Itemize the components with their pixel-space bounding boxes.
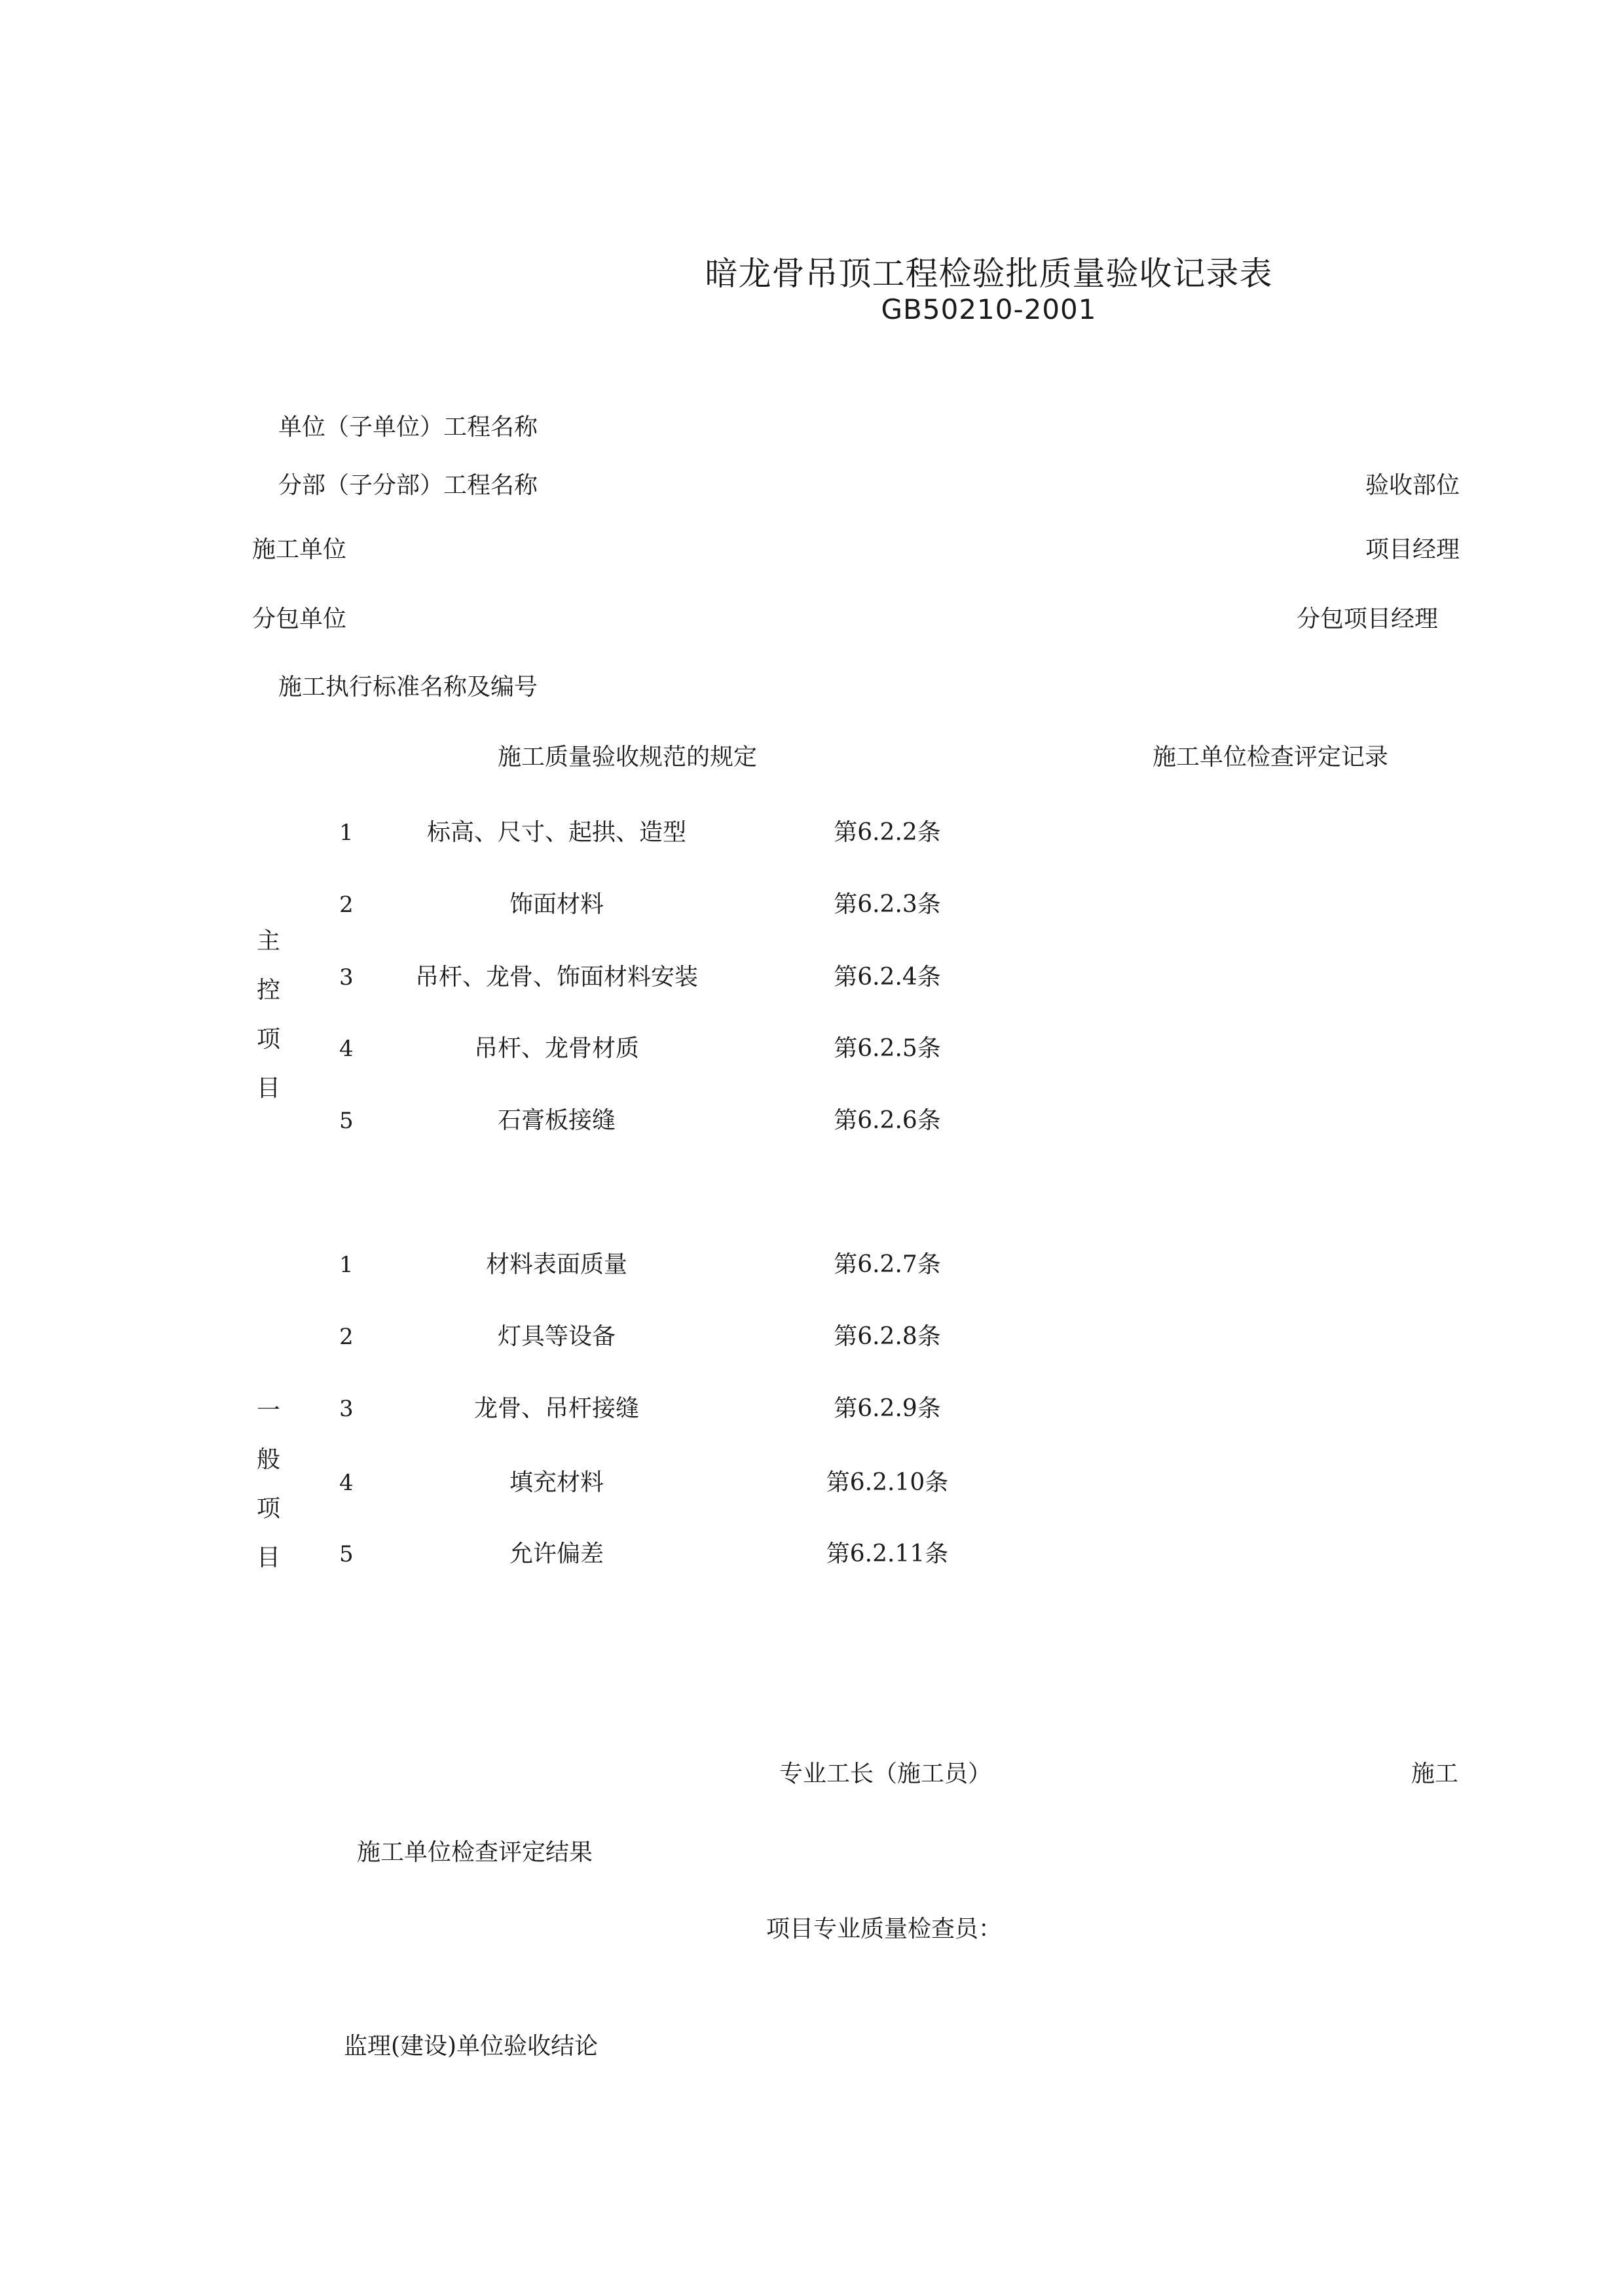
record-header: 施工单位检查评定记录: [1153, 744, 1389, 771]
row-number: 3: [339, 1396, 354, 1422]
category-char: 目: [256, 1075, 280, 1102]
category-char: 项: [256, 1026, 280, 1053]
row-item: 石膏板接缝: [497, 1107, 616, 1134]
row-number: 4: [339, 1036, 354, 1062]
standard-code: GB50210-2001: [881, 293, 1097, 325]
row-item: 材料表面质量: [485, 1251, 627, 1278]
category-char: 目: [256, 1544, 280, 1571]
subcontract-manager-label: 分包项目经理: [1297, 606, 1439, 632]
construction-short-label: 施工: [1411, 1760, 1459, 1787]
row-item: 灯具等设备: [497, 1323, 616, 1350]
row-clause: 第6.2.9条: [834, 1395, 941, 1422]
row-item: 允许偏差: [509, 1540, 604, 1567]
row-number: 3: [339, 964, 354, 991]
row-number: 1: [339, 1252, 354, 1278]
project-manager-label: 项目经理: [1365, 536, 1460, 563]
row-clause: 第6.2.10条: [826, 1469, 949, 1496]
row-number: 5: [339, 1541, 354, 1567]
main-items-category: [252, 917, 285, 1113]
row-number: 5: [339, 1108, 354, 1134]
standard-name-label: 施工执行标准名称及编号: [278, 674, 538, 701]
category-char: 控: [256, 977, 280, 1004]
quality-inspector-label: 项目专业质量检查员：: [766, 1916, 1003, 1942]
row-item: 填充材料: [509, 1469, 604, 1496]
row-clause: 第6.2.4条: [834, 964, 941, 991]
construction-unit-label: 施工单位: [252, 536, 347, 563]
category-char: 般: [256, 1446, 280, 1473]
row-number: 4: [339, 1470, 354, 1496]
sub-project-label: 分部（子分部）工程名称: [278, 472, 538, 499]
row-number: 1: [339, 820, 354, 846]
form-title: 暗龙骨吊顶工程检验批质量验收记录表: [705, 255, 1273, 293]
row-clause: 第6.2.11条: [826, 1540, 949, 1567]
row-clause: 第6.2.6条: [834, 1107, 941, 1134]
row-item: 标高、尺寸、起拱、造型: [426, 819, 686, 846]
acceptance-part-label: 验收部位: [1365, 472, 1460, 499]
row-item: 吊杆、龙骨材质: [473, 1035, 639, 1062]
row-clause: 第6.2.3条: [834, 891, 941, 918]
row-clause: 第6.2.5条: [834, 1035, 941, 1062]
row-item: 饰面材料: [509, 891, 604, 918]
row-clause: 第6.2.7条: [834, 1251, 941, 1278]
category-char: 主: [256, 928, 280, 955]
category-char: 一: [256, 1397, 280, 1424]
spec-header: 施工质量验收规范的规定: [498, 744, 758, 771]
row-clause: 第6.2.8条: [834, 1323, 941, 1350]
row-clause: 第6.2.2条: [834, 819, 941, 846]
subcontract-unit-label: 分包单位: [252, 606, 347, 632]
row-item: 龙骨、吊杆接缝: [473, 1395, 639, 1422]
row-number: 2: [339, 1324, 354, 1350]
unit-project-label: 单位（子单位）工程名称: [278, 414, 538, 441]
row-number: 2: [339, 892, 354, 918]
general-items-category: [252, 1386, 285, 1582]
foreman-label: 专业工长（施工员）: [779, 1760, 992, 1787]
category-char: 项: [256, 1495, 280, 1522]
check-result-label: 施工单位检查评定结果: [357, 1839, 593, 1866]
row-item: 吊杆、龙骨、饰面材料安装: [415, 964, 698, 991]
supervision-conclusion-label: 监理(建设)单位验收结论: [344, 2033, 599, 2058]
